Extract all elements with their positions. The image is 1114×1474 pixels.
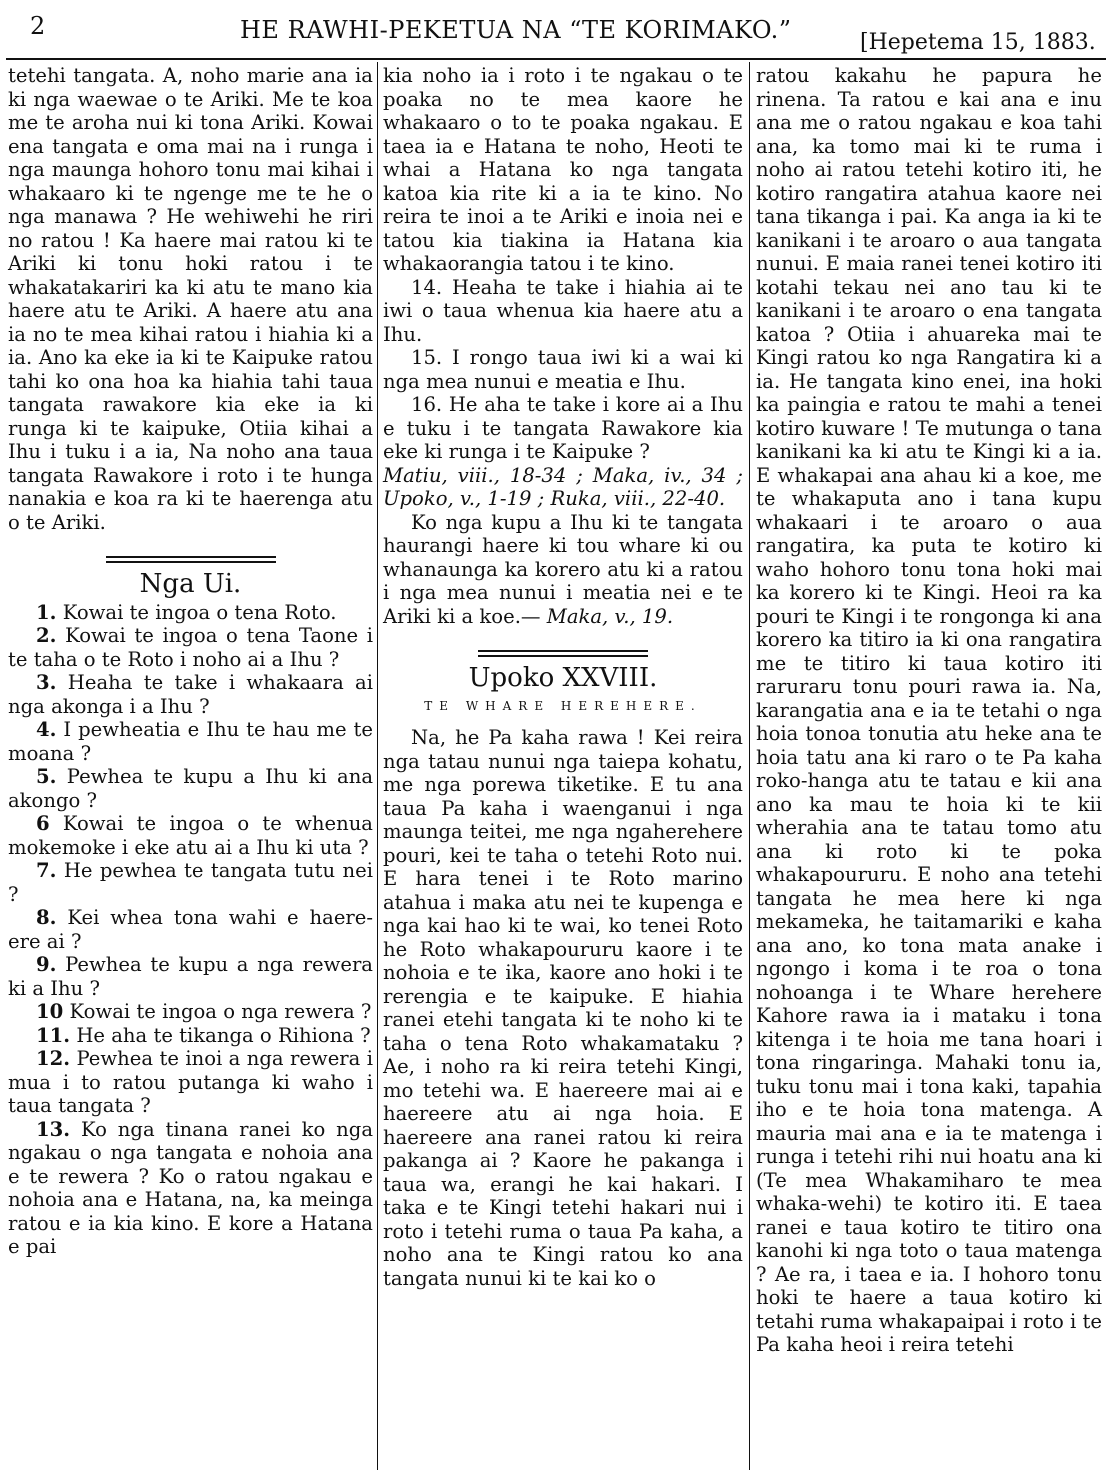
- question-number: 3.: [36, 671, 57, 694]
- question-number: 11.: [36, 1023, 71, 1047]
- running-title: HE RAWHI-PEKETUA NA “TE KORIMAKO.”: [240, 16, 792, 44]
- question-number: 13.: [36, 1117, 71, 1141]
- section-rule: [106, 556, 276, 563]
- question-number: 7.: [36, 859, 57, 882]
- chapter-title: Upoko XXVIII.: [468, 663, 658, 693]
- question-number: 5.: [36, 765, 57, 788]
- column-divider: [749, 62, 750, 1470]
- question-text: I pewheatia e Ihu te hau me te moana ?: [8, 718, 373, 765]
- question-item: [8, 1000, 373, 1024]
- question-item: [8, 601, 373, 625]
- question-number: 6: [36, 812, 50, 835]
- question-text: Kei whea tona wahi e haere-ere ai ?: [8, 906, 373, 953]
- question-number: 2.: [36, 624, 57, 647]
- column-3: [756, 64, 1102, 1357]
- chapter-subtitle: TE WHARE HEREHERE.: [424, 698, 702, 713]
- question-text: Pewhea te kupu a Ihu ki ana akongo ?: [8, 765, 373, 812]
- question-text: Kowai te ingoa o tena Taone i te taha o te Roto i noho ai a Ihu ?: [8, 624, 373, 671]
- scripture-references: Matiu, viii., 18-34 ; Maka, iv., 34 ; Upoko, v., 1-19 ; Ruka, viii., 22-40.: [383, 463, 743, 510]
- question-text: Kowai te ingoa o nga rewera ?: [69, 1000, 372, 1023]
- question-item: [8, 765, 373, 812]
- section-title: Nga Ui.: [139, 569, 242, 599]
- paragraph: tetehi tangata. A, noho marie ana ia ki nga waewae o te Ariki. Me te koa me te aroha nui ki tona Ariki. Kowai ena tangata e oma mai na i runga i nga maunga hohoro tonu mai kihai i whakaaro ki te ngenge me te he o nga manawa ? He wehiwehi he riri no ratou ! Ka haere mai ratou ki te Ariki ki tonu hoki ratou i te whakatakariri ka ki atu te mano kia haere atu te Ariki. A haere atu ana ia no te mea kihai ratou i hiahia ki a ia. Ano ka eke ia ki te Kaipuke ratou tahi ko ona hoa ka hiahia tahi taua tangata rawakore kia eke ia ki runga ki te kaipuke, Otiia kihai a Ihu i tuku i a ia, Na noho ana taua tangata Rawakore i roto i te hunga nanakia e koa ra ki te haerenga atu o te Ariki.: [8, 64, 373, 534]
- question-14: 14. Heaha te take i hiahia ai te iwi o taua whenua kia haere atu a Ihu.: [383, 275, 743, 346]
- question-item: [8, 1118, 373, 1259]
- column-2: [383, 64, 743, 1290]
- header-rule: [6, 58, 1106, 60]
- paragraph: Na, he Pa kaha rawa ! Kei reira nga tatau nunui nga taiepa kohatu, me nga porewa tiketike. E tu ana taua Pa kaha i waenganui i nga maunga teitei, me nga ngaherehere pouri, kei te taha o tetehi Roto nui. E hara tenei i te Roto marino atahua i maka atu nei te kupenga e nga kai hao ki te wai, ko tenei Roto he Roto whakapoururu kaore i te nohoia e te ika, kaore ano hoki i te rerengia e te kaipuke. E hiahia ranei etehi tangata ki te noho ki te taha o tena Roto whakamataku ? Ae, i noho ra ki reira tetehi Kingi, mo tetehi wa. E haereere mai ai e haereere atu ai nga hoia. E haereere ana ranei ratou ki reira pakanga ai ? Kaore he pakanga i taua wa, erangi he kai hakari. I taka e te Kingi tetehi hakari nui i roto i tetehi ruma o taua Pa kaha, a noho ana te Kingi ratou ko ana tangata nunui ki te kai ko o: [383, 726, 743, 1290]
- column-1: [8, 64, 373, 1259]
- question-number: 12.: [36, 1047, 71, 1070]
- question-item: [8, 1024, 373, 1048]
- question-16: 16. He aha te take i kore ai a Ihu e tuku i te tangata Rawakore kia eke ki runga i te Kaipuke ?: [383, 393, 743, 463]
- page-header: [0, 0, 1114, 62]
- question-number: 8.: [36, 906, 57, 929]
- scripture-reference: Maka, v., 19.: [546, 604, 674, 628]
- question-text: Pewhea te kupu a nga rewera ki a Ihu ?: [8, 953, 373, 1000]
- question-number: 10: [36, 1000, 64, 1023]
- issue-date: [Hepetema 15, 1883.: [860, 30, 1096, 55]
- question-text: Pewhea te inoi a nga rewera i mua i to ratou putanga ki waho i taua tangata ?: [8, 1047, 374, 1117]
- question-text: He aha te tikanga o Rihiona ?: [76, 1023, 371, 1047]
- question-text: Kowai te ingoa o te whenua mokemoke i eke atu ai a Ihu ki uta ?: [8, 812, 373, 859]
- question-item: [8, 718, 373, 765]
- question-item: [8, 906, 373, 953]
- question-text: He pewhea te tangata tutu nei ?: [8, 859, 373, 906]
- question-number: 4.: [36, 718, 57, 741]
- question-15: 15. I rongo taua iwi ki a wai ki nga mea nunui e meatia e Ihu.: [383, 346, 743, 393]
- paragraph-text: Ko nga kupu a Ihu ki te tangata haurangi haere ki tou whare ki ou whanaunga ka korero atu ki a ratou i nga mea nunui i meatia nei e te Ariki ki a koe.—: [383, 510, 743, 628]
- section-rule: [478, 650, 648, 657]
- paragraph: ratou kakahu he papura he rinena. Ta ratou e kai ana e inu ana me o ratou ngakau e koa tahi ana, ka tomo mai ki te ruma i noho ai ratou tetehi kotiro iti, he kotiro rangatira atahua kaore nei tana tikanga i pai. Ka anga ia ki te kanikani i te aroaro o aua tangata nunui. E maia ranei tenei kotiro iti kotahi tekau nei ano tau ki te kanikani i te aroaro o ena tangata katoa ? Otiia i ahuareka mai te Kingi ratou ko nga Rangatira ki a ia. He tangata kino enei, ina hoki ka paingia e ratou te mahi a tenei kotiro kuware ! Te mutunga o tana kanikani ka ki atu te Kingi ki a ia. E whakapai ana ahau ki a koe, me te whakaputa ano i tana kupu whakaari i te aroaro o aua rangatira, ka puta te kotiro ki waho hohoro tonu tona hoki mai ka korero ki te Kingi. Heoi ra ka pouri te Kingi i te rongonga ki ana korero ka titiro ia ki ona rangatira me te titiro ki taua kotiro iti raruraru tonu pouri rawa ia. Na, karangatia ana e ia te tetahi o nga hoia tonoa tonutia atu heke ana te hoia tatu ana ki raro o te Pa kaha roko-hanga atu te tatau e kii ana ano ka mau te hoia ki te kii wherahia ana te tatau tomo atu ana ki roto ki te poka whakapoururu. E noho ana tetehi tangata he mea here ki nga mekameka, he taitamariki e kaha ana ano, ko tona mata anake i ngongo i koma i te roa o tona nohoanga i te Whare herehere Kahore rawa ia i mataku i tona kitenga i te hoia me tana hoari i tona ringaringa. Mahaki tonu ia, tuku tonu mai i tona kaki, tapahia iho e te hoia tona matenga. A mauria mai ana e ia te matenga i runga i tetehi rihi nui hoatu ana ki (Te mea Whakamiharo te mea whaka-wehi) te kotiro iti. E taea ranei e taua kotiro te titiro ona kanohi ki nga toto o taua matenga ? Ae ra, i taea e ia. I hohoro tonu hoki te haere a taua kotiro ki tetahi ruma whakapaipai i roto i te Pa kaha heoi i reira tetehi: [756, 64, 1102, 1356]
- question-text: Ko nga tinana ranei ko nga ngakau o nga tangata e nohoia ana e te rewera ? Ko o ratou ngakau e nohoia ana e Hatana, na, ka meinga ratou e ia kia kino. E kore a Hatana e pai: [8, 1117, 373, 1258]
- question-item: [8, 859, 373, 906]
- column-divider: [377, 62, 378, 1470]
- question-number: 1.: [36, 600, 57, 624]
- question-item: [8, 1047, 373, 1118]
- question-item: [8, 812, 373, 859]
- question-list: [8, 601, 373, 1259]
- question-item: [8, 953, 373, 1000]
- paragraph: kia noho ia i roto i te ngakau o te poaka no te mea kaore he whakaaro o to te poaka ngakau. E taea ia e Hatana te noho, Heoti te whai a Hatana ko nga tangata katoa kia rite ki a ia te kino. No reira te inoi a te Ariki e inoia nei e tatou kia tiakina ia Hatana kia whakaorangia tatou i te kino.: [383, 64, 743, 275]
- question-text: Kowai te ingoa o tena Roto.: [62, 600, 337, 624]
- paragraph: [383, 511, 743, 629]
- question-item: [8, 624, 373, 671]
- question-number: 9.: [36, 953, 57, 976]
- question-text: Heaha te take i whakaara ai nga akonga i a Ihu ?: [8, 671, 374, 718]
- question-item: [8, 671, 373, 718]
- page-number: 2: [30, 12, 46, 40]
